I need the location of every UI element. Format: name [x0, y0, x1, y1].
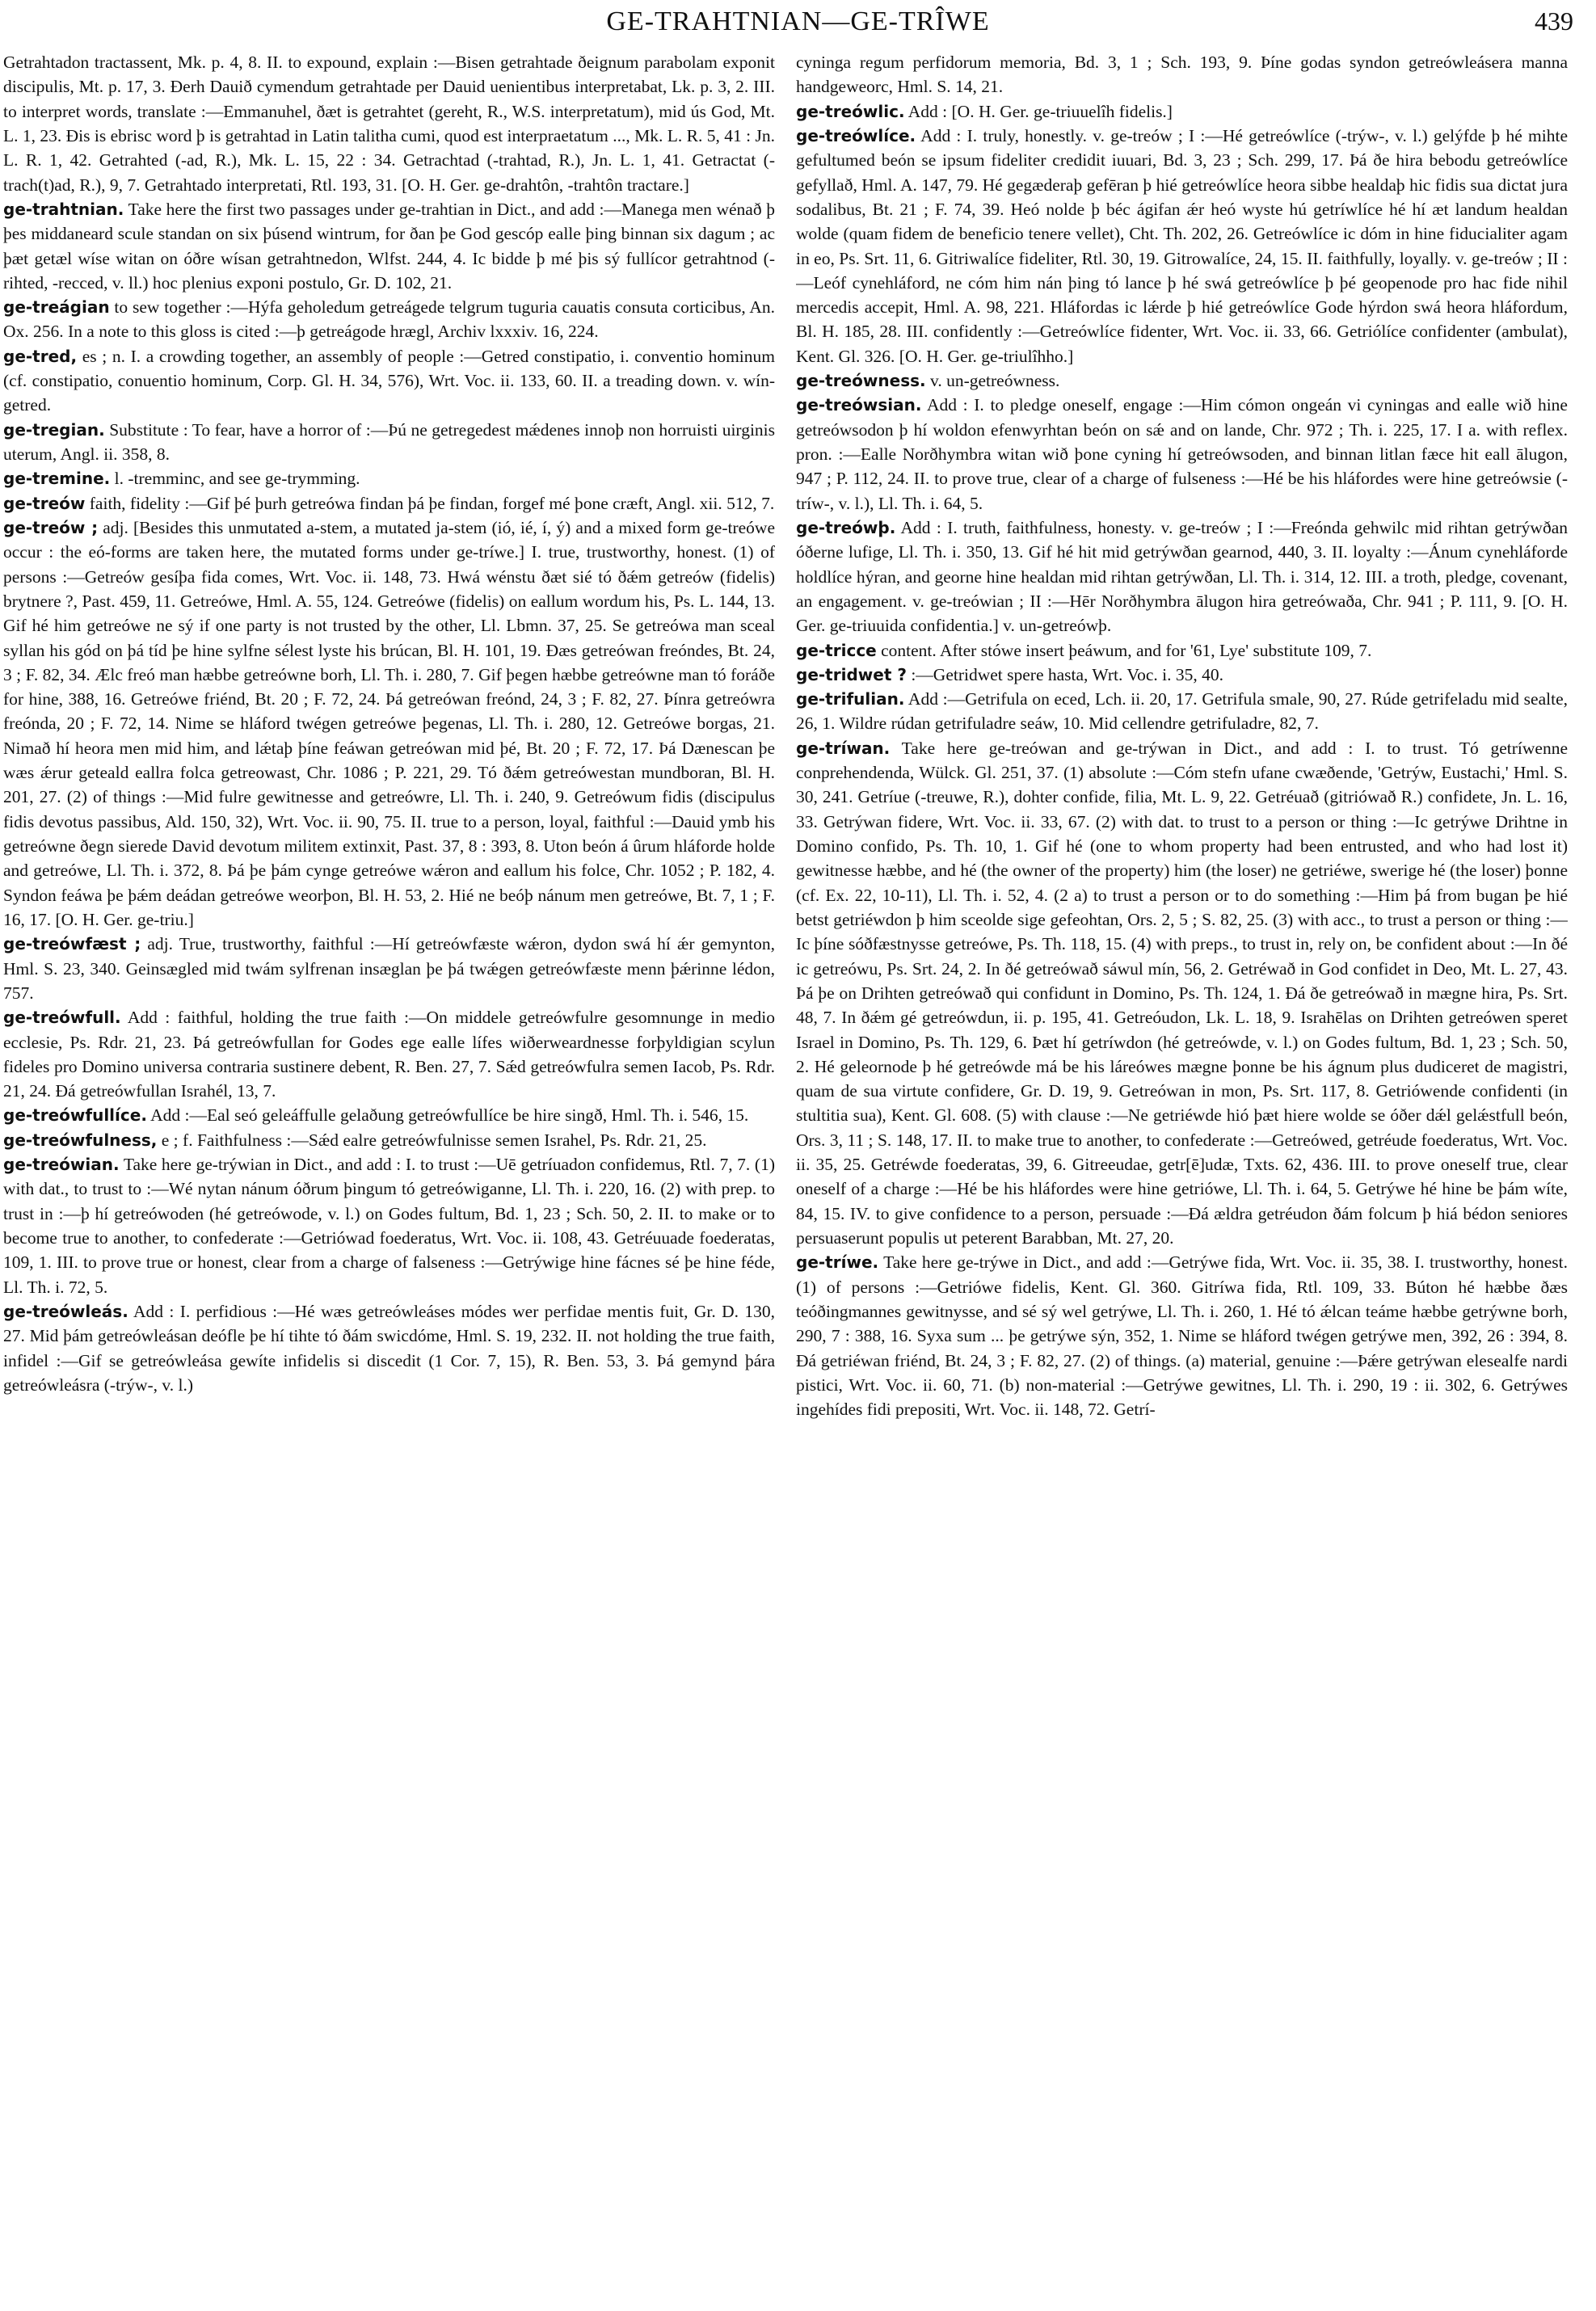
entry-body: :—Getridwet spere hasta, Wrt. Voc. i. 35, 40.	[911, 664, 1223, 684]
entry-body: Add : [O. H. Ger. ge-triuuelîh fidelis.]	[907, 101, 1173, 121]
entry-headword: ge-trifulian.	[796, 689, 905, 709]
entry-headword: ge-trahtnian.	[3, 199, 124, 219]
dictionary-entry	[796, 50, 1568, 99]
entry-headword: ge-tridwet ?	[796, 664, 907, 684]
entry-body: es ; n. I. a crowding together, an assembly of people :—Getred constipatio, i. conventio hominum (cf. constipatio, conuentio hominum, Corp. Gl. H. 34, 576), Wrt. Voc. ii. 133, 60. II. a treading down. v. wín-getred.	[3, 346, 775, 415]
dictionary-entry	[3, 516, 775, 932]
dictionary-entry	[796, 124, 1568, 368]
entry-body: adj. True, trustworthy, faithful :—Hí getreówfæste wǽron, dydon swá hí ǽr gemynton, Hml. S. 23, 340. Geinsægled mid twám sylfrenan insæglan þe þá twǽgen getreówfæste menn þǽrinne lédon, 757.	[3, 934, 775, 1003]
entry-body: adj. [Besides this unmutated a-stem, a mutated ja-stem (ió, ié, í, ý) and a mixed form ge-treówe occur : the eó-forms are taken here, the mutated forms under ge-tríwe.] I. true, trustworthy, honest. (1) of persons :—Getreów gesíþa fida comes, Wrt. Voc. ii. 148, 73. Hwá wénstu ðæt sié tó ðǽm getreów (fidelis) brytnere ?, Past. 459, 11. Getreówe, Hml. A. 55, 124. Getreówe (fidelis) on eallum wordum his, Ps. L. 144, 13. Gif hé him getreówe ne sý if one party is not trusted by the other, Ll. Lbmn. 37, 25. Se getreówa man sceal syllan his gód on þá tíd þe hine sylfne sélest lyste his brúcan, Bl. H. 101, 19. Ðæs getreówan freóndes, Bt. 24, 3 ; F. 82, 34. Ælc freó man hæbbe getreówne borh, Ll. Th. i. 280, 7. Gif þegen hæbbe getreówne man tó foráðe for hine, 388, 16. Getreówe friénd, Bt. 20 ; F. 72, 24. Þá getreówan freónd, 24, 3 ; F. 82, 27. Þínra getreówra freónda, 20 ; F. 72, 14. Nime se hláford twégen getreówe þegenas, Ll. Th. i. 280, 12. Getreówe borgas, 21. Nimað hí heora men mid him, and lǽtaþ þíne feáwan getreówan mid þé, Bt. 20 ; F. 72, 17. Þá Dænescan þe wæs ǽrur geteald eallra folca getreowast, Chr. 1086 ; P. 221, 29. Tó ðǽm getreówestan mundboran, Bl. H. 201, 27. (2) of things :—Mid fulre gewitnesse and getreówre, Ll. Th. i. 240, 9. Getreówum fidis (discipulus fidis devotus passibus, Ald. 150, 32), Wrt. Voc. ii. 90, 75. II. true to a person, loyal, faithful :—Dauid ymb his getreówne ðegn sierede David devotum militem extinxit, Past. 37, 8 : 393, 8. Uton beón á ûrum hláforde holde and getreówe, Ll. Th. i. 372, 8. Þá þe þám cynge getreówe wǽron and eallum his folce, Chr. 1052 ; P. 182, 4. Syndon feáwa þe þǽm deádan getreówe weorþon, Bl. H. 53, 2. Hié ne beóþ nánum men getreówe, Bt. 7, 1 ; F. 16, 17. [O. H. Ger. ge-triu.]	[3, 517, 775, 929]
entry-body: l. -tremminc, and see ge-trymming.	[114, 469, 360, 489]
dictionary-entry	[3, 1103, 775, 1127]
dictionary-entry	[796, 393, 1568, 516]
entry-body: content. After stówe insert þeáwum, and for '61, Lye' substitute 109, 7.	[881, 640, 1372, 660]
entry-body: Substitute : To fear, have a horror of :—Þú ne getregedest mǽdenes innoþ non horruisti uirginis uterum, Angl. ii. 358, 8.	[3, 419, 775, 464]
entry-body: Add : I. truth, faithfulness, honesty. v. ge-treów ; I :—Freónda gehwilc mid rihtan getrýwðan óðerne lufige, Ll. Th. i. 350, 13. Gif hé hit mid getrýwðan gearnod, 440, 3. II. loyalty :—Ánum cynehláforde holdlíce hýran, and georne hine healdan mid rihtan getrýwðan, Ll. Th. i. 314, 12. III. a troth, pledge, covenant, an engagement. v. ge-treówian ; II :—Hēr Norðhymbra ālugon hira getreówaða, Chr. 941 ; P. 111, 9. [O. H. Ger. ge-triuuida confidentia.] v. un-getreówþ.	[796, 517, 1568, 636]
dictionary-entry	[3, 1005, 775, 1103]
dictionary-entry	[3, 197, 775, 295]
entry-body: Add : I. to pledge oneself, engage :—Him cómon ongeán vi cyningas and ealle wið hine getreówsodon þ hí woldon efenwyrhtan beón on sǽ and on lande, Chr. 972 ; Th. i. 225, 17. I a. with reflex. pron. :—Ealle Norðhymbra witan wið þone cyning hí getreówsoden, and binnan litlan fæce hit eall ālugon, 947 ; P. 112, 24. II. to prove true, clear of a charge of fulseness :—Hé be his hláfordes were hine getreówsie (-tríw-, v. l.), Ll. Th. i. 64, 5.	[796, 395, 1568, 513]
running-title: GE-TRAHTNIAN—GE-TRÎWE	[606, 6, 990, 36]
dictionary-entry	[796, 368, 1568, 393]
dictionary-entry	[3, 1299, 775, 1397]
entry-body: Take here ge-treówan and ge-trýwan in Dict., and add : I. to trust. Tó getríwenne conprehendenda, Wülck. Gl. 251, 37. (1) absolute :—Cóm stefn ufane cwæðende, 'Getrýw, Eustachi,' Hml. S. 30, 241. Getríue (-treuwe, R.), dohter confide, filia, Mt. L. 9, 22. Getréuað (gitriówað R.) confidete, Jn. L. 16, 33. Getrýwan fidere, Wrt. Voc. ii. 33, 67. (2) with dat. to trust to a person or thing :—Ic getrýwe Drihtne in Domino confido, Ps. Th. 10, 1. Gif hé (one to whom property had been entrusted, and who had lost it) gewitnesse hæbbe, and hé (the owner of the property) him (the loser) ne getriéwe, swerige hé (the loser) þonne (cf. Ex. 22, 10-11), Ll. Th. i. 52, 4. (2 a) to trust a person or to do something :—Him þá from bugan þe hié betst getriéwdon þ him sceolde sige gefeohtan, Ors. 2, 5 ; S. 82, 25. (3) with acc., to trust a person or thing :—Ic þíne sóðfæstnysse getreówe, Ps. Th. 118, 15. (4) with preps., to trust in, rely on, be confident about :—In ðé ic getreówu, Ps. Srt. 24, 2. In ðé getreówað sáwul mín, 56, 2. Getréwað in God confidet in Deo, Mt. L. 27, 43. Þá þe on Drihten getreówað qui confidunt in Domino, Ps. Th. 124, 1. Ðá ðe getreówað in mægne hira, Ps. Srt. 48, 7. In ðǽm gé getreówdun, ii. p. 195, 41. Getreóudon, Lk. L. 18, 9. Israhēlas on Drihten getreówen speret Israel in Domino, Ps. Th. 129, 6. Þæt hí getríwdon (hé getreówde, v. l.) on Godes fultum, Bd. 1, 23 ; Sch. 50, 2. Hé geleornode þ hé getreówde má be his láreówes mægne þonne be his ágnum plus dudiceret de magistri, quam de sua virtute confidere, Gr. D. 19, 9. Getreówan in mon, Ps. Srt. 117, 8. Getriówende confidenti (in stultitia sua), Kent. Gl. 608. (5) with clause :—Ne getriéwde hió þæt hiere wolde se óðer dǽl gelǽstfull beón, Ors. 3, 11 ; S. 148, 17. II. to make true to another, to confederate :—Getreówed, getréude foederatus, Wrt. Voc. ii. 35, 25. Getréwde foederatas, 39, 6. Gitreeudae, getr[ē]udæ, Txts. 62, 436. III. to prove oneself true, clear oneself of a charge :—Hé be his hláfordes were hine getriówe, Ll. Th. i. 64, 5. Getrýwe hé hine be þám wíte, 84, 15. IV. to give confidence to a person, persuade :—Ðá ældra getréudon ðám folcum þ hiá bédon seniores persuaserunt populis ut peterent Barabban, Mt. 27, 20.	[796, 738, 1568, 1248]
entry-body: v. un-getreówness.	[929, 371, 1060, 391]
dictionary-entry	[3, 50, 775, 197]
entry-headword: ge-treówness.	[796, 371, 926, 391]
entry-headword: ge-treów ;	[3, 517, 99, 537]
page-header	[0, 0, 1596, 57]
right-column	[796, 50, 1568, 2296]
dictionary-entry	[796, 663, 1568, 687]
entry-headword: ge-treówfulness,	[3, 1130, 158, 1150]
left-column	[3, 50, 775, 2296]
dictionary-entry	[796, 99, 1568, 124]
entry-headword: ge-tred,	[3, 346, 78, 366]
dictionary-entry	[3, 295, 775, 344]
entry-body: e ; f. Faithfulness :—Sǽd ealre getreówfulnisse semen Israhel, Ps. Rdr. 21, 25.	[161, 1130, 707, 1150]
entry-body: Take here ge-trýwian in Dict., and add : I. to trust :—Uē getríuadon confidemus, Rtl. 7, 7. (1) with dat., to trust to :—Wé nytan nánum óðrum þingum tó getreówiganne, Ll. Th. i. 220, 16. (2) with prep. to trust in :—þ hí getreówoden (hé getreówode, v. l.) on Godes fultum, Bd. 1, 23 ; Sch. 50, 2. II. to make or to become true to another, to confederate :—Getriówad foederatus, Wrt. Voc. ii. 108, 43. Getréuuade foederatas, 109, 1. III. to prove true or honest, clear from a charge of falseness :—Getrýwige hine fácnes sé þe hine féde, Ll. Th. i. 72, 5.	[3, 1155, 775, 1297]
entry-headword: ge-treówfæst ;	[3, 934, 141, 954]
dictionary-entry	[3, 1128, 775, 1152]
entry-headword: ge-treówlic.	[796, 101, 905, 121]
entry-body: Add : faithful, holding the true faith :—On middele getreówfulre gesomnunge in medio ecclesie, Ps. Rdr. 21, 23. Þá getreówfullan for Godes ege ealle lífes wiðerweardnesse forþyldigian scylun fideles pro Domino universa contraria sustinere debent, R. Ben. 27, 7. Sǽd getreówfulra semen Iacob, Ps. Rdr. 21, 24. Ðá getreówfullan Israhél, 13, 7.	[3, 1008, 775, 1101]
entry-headword: ge-treówfull.	[3, 1008, 121, 1028]
entry-headword: ge-tricce	[796, 640, 877, 660]
entry-headword: ge-treówlíce.	[796, 125, 916, 145]
entry-headword: ge-tríwe.	[796, 1252, 879, 1273]
entry-headword: ge-tríwan.	[796, 738, 891, 758]
entry-headword: ge-treówsian.	[796, 395, 922, 415]
entry-body: Take here the first two passages under ge-trahtian in Dict., and add :—Manega men wénað þ þes middaneard scule standan on six þúsend wintrum, for ðan þe God gescóp ealle þing binnan six dagum ; ac þæt getæl wíse witan on óðre wísan getrahtnedon, Wlfst. 244, 4. Ic bidde þ mé þis sý fullícor getrahtnod (-rihted, -recced, v. ll.) hoc plenius exponi postulo, Gr. D. 102, 21.	[3, 199, 775, 293]
page-number: 439	[1535, 6, 1573, 36]
entry-body: Getrahtadon tractassent, Mk. p. 4, 8. II. to expound, explain :—Bisen getrahtade ðeignum parabolam exponit discipulis, Mt. p. 17, 3. Ðerh Dauið cymendum getrahtade per Dauid uenientibus interpretabat, Lk. p. 3, 2. III. to interpret words, translate :—Emmanuhel, ðæt is getrahtet (gereht, R., W.S. interpretatum), mid ús God, Mt. L. 1, 23. Ðis is ebrisc word þ is getrahtad in Latin talitha cumi, quod est interpraetatum ..., Mk. L. R. 5, 41 : Jn. L. R. 1, 42. Getrahted (-ad, R.), Mk. L. 15, 22 : 34. Getrachtad (-trahtad, R.), Jn. L. 1, 41. Getractat (-trach(t)ad, R.), 9, 7. Getrahtado interpretati, Rtl. 193, 31. [O. H. Ger. ge-drahtôn, -trahtôn tractare.]	[3, 53, 775, 195]
entry-body: Add : I. truly, honestly. v. ge-treów ; I :—Hé getreówlíce (-trýw-, v. l.) gelýfde þ hé mihte gefultumed beón se ipsum fideliter credidit iuuari, Bd. 3, 23 ; Sch. 299, 17. Þá ðe hira bebodu getreówlíce gefyllað, Hml. A. 147, 79. Hé gegæderaþ gefēran þ hié getreówlíce heora sibbe healdaþ hic fidis sua dictat jura sodalibus, Bt. 21 ; F. 74, 39. Heó nolde þ béc ágifan ǽr heó wyste hú getríwlíce hé hí æt landum healdan wolde (quam fidem de beneficio tenere vellet), Cht. Th. 202, 26. Getreówlíce ic dóm in hine fiducialiter agam in eo, Ps. Srt. 11, 6. Gitriwalíce fideliter, Rtl. 30, 19. Gitrowalíce, 24, 15. II. faithfully, loyally. v. ge-treów ; II :—Leóf cynehláford, ne cóm him nán þing tó lance þ hé swá getreówlíce þ þé geopenode pro hac fide nihil mercedis accepit, Hml. A. 98, 221. Hláfordas ic lǽrde þ hié getreówlíce Gode hýrdon swá heora hláfordum, Bl. H. 185, 28. III. confidently :—Getreówlíce fidenter, Wrt. Voc. ii. 33, 66. Getriólíce confidenter (ambulat), Kent. Gl. 326. [O. H. Ger. ge-triulîhho.]	[796, 125, 1568, 366]
entry-body: Take here ge-trýwe in Dict., and add :—Getrýwe fida, Wrt. Voc. ii. 35, 38. I. trustworthy, honest. (1) of persons :—Getriówe fidelis, Kent. Gl. 360. Gitríwa fida, Rtl. 109, 33. Búton hé hæbbe ðæs teóðingmannes gewitnysse, and sé sý wel getrýwe, Ll. Th. i. 260, 1. Hé tó ǽlcan teáme hæbbe getrýwne borh, 290, 7 : 388, 16. Syxa sum ... þe getrýwe sýn, 352, 1. Nime se hláford twégen getrýwe men, 392, 26 : 394, 8. Ðá getriéwan friénd, Bt. 24, 3 ; F. 82, 27. (2) of things. (a) material, genuine :—Þǽre getrýwan elesealfe nardi pistici, Wrt. Voc. ii. 60, 71. (b) non-material :—Getrýwe gewitnes, Ll. Th. i. 290, 19 : ii. 302, 6. Getrýwes ingehídes fidi prepositi, Wrt. Voc. ii. 148, 72. Getrí-	[796, 1252, 1568, 1420]
entry-body: Add :—Getrifula on eced, Lch. ii. 20, 17. Getrifula smale, 90, 27. Rúde getrifeladu mid sealte, 26, 1. Wildre rúdan getrifuladre seáw, 10. Mid cellendre getrifuladre, 82, 7.	[796, 689, 1568, 734]
entry-body: to sew together :—Hýfa geholedum getreágede telgrum tuguria cauatis consuta corticibus, An. Ox. 256. In a note to this gloss is cited :—þ getreágode hrægl, Archiv lxxxiv. 16, 224.	[3, 297, 775, 342]
dictionary-entry	[3, 418, 775, 467]
dictionary-entry	[796, 736, 1568, 1251]
entry-body: cyninga regum perfidorum memoria, Bd. 3, 1 ; Sch. 193, 9. Þíne godas syndon getreówleásera manna handgeweorc, Hml. S. 14, 21.	[796, 53, 1568, 97]
entry-headword: ge-tremine.	[3, 469, 111, 489]
entry-headword: ge-tregian.	[3, 419, 105, 440]
entry-body: faith, fidelity :—Gif þé þurh getreówa findan þá þe findan, forgef mé þone cræft, Angl. xii. 512, 7.	[89, 493, 775, 513]
dictionary-entry	[796, 687, 1568, 736]
dictionary-entry	[3, 1152, 775, 1299]
entry-body: Add :—Eal seó geleáffulle gelaðung getreówfullíce be hire singð, Hml. Th. i. 546, 15.	[150, 1105, 749, 1126]
dictionary-entry	[796, 516, 1568, 638]
entry-headword: ge-treówfullíce.	[3, 1105, 147, 1126]
entry-headword: ge-treágian	[3, 297, 110, 318]
dictionary-entry	[3, 491, 775, 516]
entry-body: Add : I. perfidious :—Hé wæs getreówleáses módes wer perfidae mentis fuit, Gr. D. 130, 27. Mid þám getreówleásan deófle þe hí tihte tó ðám swicdóme, Hml. S. 19, 232. II. not holding the true faith, infidel :—Gif se getreówleása gewíte infidelis si discedit (1 Cor. 7, 15), R. Ben. 53, 3. Þá gemynd þára getreówleásra (-trýw-, v. l.)	[3, 1301, 775, 1395]
dictionary-entry	[796, 1250, 1568, 1421]
entry-headword: ge-treówþ.	[796, 517, 896, 537]
entry-headword: ge-treów	[3, 493, 86, 513]
dictionary-entry	[3, 932, 775, 1005]
dictionary-entry	[796, 638, 1568, 663]
dictionary-entry	[3, 344, 775, 418]
dictionary-entry	[3, 466, 775, 490]
entry-headword: ge-treówian.	[3, 1155, 120, 1175]
entry-headword: ge-treówleás.	[3, 1301, 128, 1321]
